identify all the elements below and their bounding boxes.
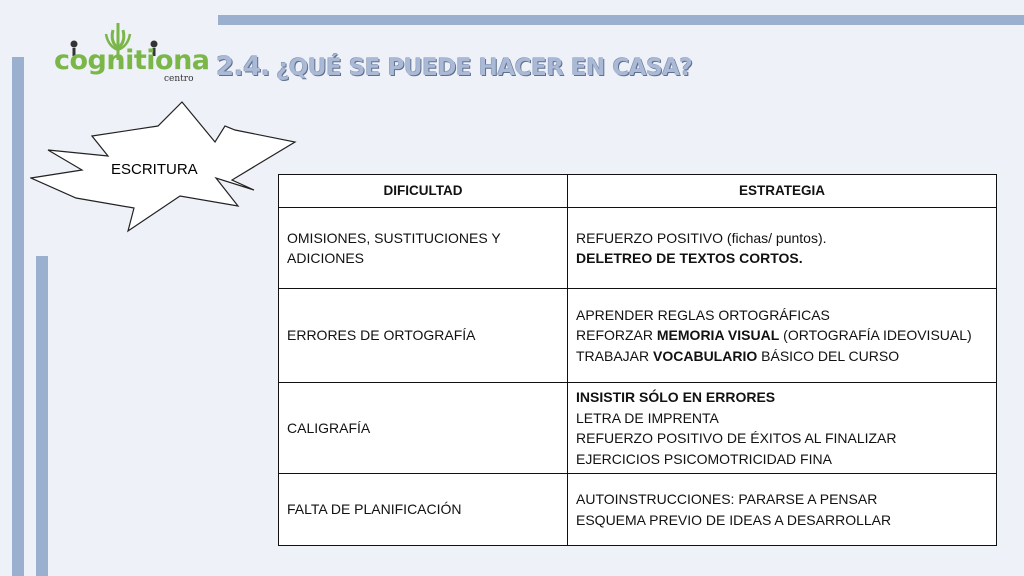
strategy-cell: [568, 383, 997, 474]
title-number: 2.4.: [216, 52, 270, 82]
difficulty-cell: FALTA DE PLANIFICACIÓN: [279, 474, 568, 546]
strategy-line: AUTOINSTRUCCIONES: PARARSE A PENSAR: [576, 491, 878, 507]
strategy-cell: [568, 474, 997, 546]
strategy-line: REFUERZO POSITIVO DE ÉXITOS AL FINALIZAR: [576, 430, 897, 446]
strategy-table: [278, 174, 997, 546]
header-difficulty: DIFICULTAD: [279, 175, 568, 208]
table-row: [279, 383, 997, 474]
cognitiona-logo: [50, 20, 210, 90]
strategy-cell: [568, 208, 997, 289]
burst-label: ESCRITURA: [111, 161, 198, 178]
logo-wordmark: cognitiona: [54, 45, 210, 76]
strategy-line: REFORZAR MEMORIA VISUAL (ORTOGRAFÍA IDEOVISUAL): [576, 327, 972, 344]
strategy-cell: [568, 289, 997, 383]
table-row: [279, 208, 997, 289]
difficulty-cell: OMISIONES, SUSTITUCIONES Y ADICIONES: [279, 208, 568, 289]
strategy-line: LETRA DE IMPRENTA: [576, 409, 719, 426]
difficulty-cell: ERRORES DE ORTOGRAFÍA: [279, 289, 568, 383]
header-strategy: ESTRATEGIA: [568, 175, 997, 208]
table-row: [279, 474, 997, 546]
strategy-line: APRENDER REGLAS ORTOGRÁFICAS: [576, 306, 830, 323]
title-text: ¿QUÉ SE PUEDE HACER EN CASA?: [275, 55, 693, 81]
table-header-row: [279, 175, 997, 208]
strategy-line: ESQUEMA PREVIO DE IDEAS A DESARROLLAR: [576, 511, 892, 528]
strategy-line: REFUERZO POSITIVO (fichas/ puntos).: [576, 229, 827, 246]
strategy-line: EJERCICIOS PSICOMOTRICIDAD FINA: [576, 450, 832, 467]
logo-subtitle: centro: [164, 74, 194, 84]
page-title: [216, 52, 692, 82]
top-decorative-bar: [218, 15, 1024, 25]
left-decorative-bar: [12, 57, 24, 576]
strategy-line: INSISTIR SÓLO EN ERRORES: [576, 389, 776, 405]
table-row: [279, 289, 997, 383]
strategy-line: DELETREO DE TEXTOS CORTOS.: [576, 250, 803, 266]
difficulty-cell: CALIGRAFÍA: [279, 383, 568, 474]
left-decorative-bar-short: [36, 256, 48, 576]
strategy-line: TRABAJAR VOCABULARIO BÁSICO DEL CURSO: [576, 347, 900, 364]
